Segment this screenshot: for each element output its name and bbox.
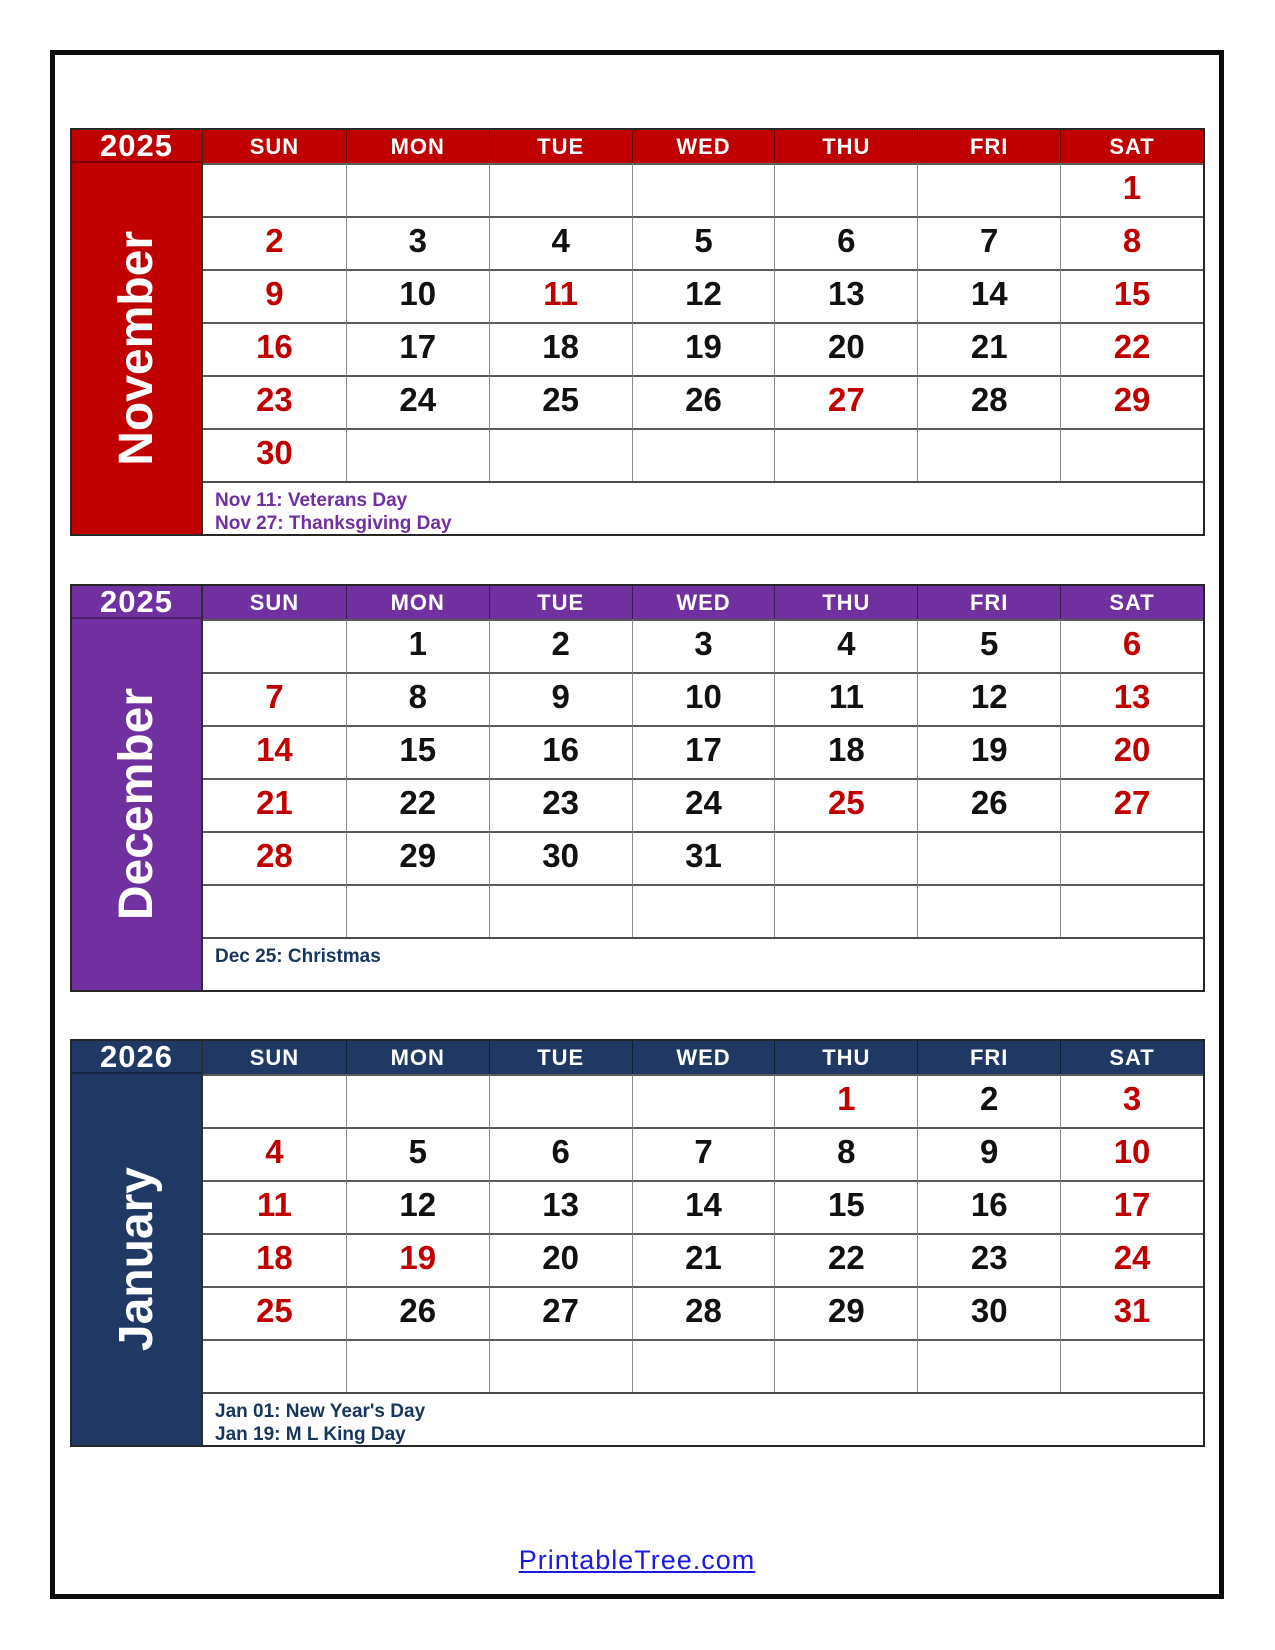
weekday-header-sun: SUN	[203, 130, 346, 163]
calendar-day-cell: 14	[917, 269, 1060, 322]
calendar-day-cell: 17	[632, 725, 775, 778]
calendar-day-cell	[774, 1339, 917, 1392]
calendar-day-cell	[917, 1339, 1060, 1392]
weekday-header-fri: FRI	[917, 586, 1060, 619]
calendar-day-cell	[203, 163, 346, 216]
calendar-day-cell	[1060, 831, 1203, 884]
calendar-day-cell	[203, 1074, 346, 1127]
calendar-day-cell: 29	[346, 831, 489, 884]
calendar-day-cell	[917, 884, 1060, 937]
month-name-label: November	[109, 231, 163, 466]
calendar-day-cell: 9	[203, 269, 346, 322]
calendar-day-cell: 4	[203, 1127, 346, 1180]
calendar-day-cell: 30	[917, 1286, 1060, 1339]
weekday-header-fri: FRI	[917, 130, 1060, 163]
calendar-day-cell: 19	[632, 322, 775, 375]
calendar-day-cell: 3	[632, 619, 775, 672]
weekday-header-tue: TUE	[489, 1041, 632, 1074]
calendar-day-cell: 21	[917, 322, 1060, 375]
weekday-header-wed: WED	[632, 1041, 775, 1074]
calendar-day-cell: 12	[632, 269, 775, 322]
calendar-day-cell: 10	[346, 269, 489, 322]
calendar-day-cell	[489, 163, 632, 216]
weekday-header-sun: SUN	[203, 586, 346, 619]
calendar-day-cell: 20	[489, 1233, 632, 1286]
month-sidebar	[72, 1074, 203, 1445]
calendar-day-cell: 18	[489, 322, 632, 375]
holiday-notes	[203, 1392, 1203, 1445]
calendar-day-cell: 4	[774, 619, 917, 672]
calendar-day-cell	[917, 831, 1060, 884]
calendar-day-cell: 26	[346, 1286, 489, 1339]
calendar-day-cell	[632, 1339, 775, 1392]
month-calendar-january	[70, 1039, 1205, 1447]
weekday-header-sat: SAT	[1060, 586, 1203, 619]
holiday-note: Dec 25: Christmas	[215, 946, 381, 967]
calendar-day-cell: 28	[203, 831, 346, 884]
calendar-day-cell: 20	[1060, 725, 1203, 778]
calendar-day-cell	[632, 428, 775, 481]
calendar-day-cell: 30	[489, 831, 632, 884]
calendar-day-cell: 12	[917, 672, 1060, 725]
weekday-header-mon: MON	[346, 586, 489, 619]
calendar-day-cell: 31	[632, 831, 775, 884]
weekday-header-tue: TUE	[489, 130, 632, 163]
calendar-day-cell: 6	[1060, 619, 1203, 672]
calendar-day-cell: 9	[489, 672, 632, 725]
calendar-day-cell	[489, 428, 632, 481]
weekday-header-fri: FRI	[917, 1041, 1060, 1074]
weekday-header-thu: THU	[774, 130, 917, 163]
calendar-day-cell: 13	[489, 1180, 632, 1233]
weekday-header-wed: WED	[632, 130, 775, 163]
calendar-day-cell	[489, 1339, 632, 1392]
calendar-day-cell: 21	[203, 778, 346, 831]
weekday-header-wed: WED	[632, 586, 775, 619]
calendar-day-cell: 5	[346, 1127, 489, 1180]
calendar-day-cell: 8	[346, 672, 489, 725]
calendar-day-cell	[1060, 1339, 1203, 1392]
calendar-day-cell: 20	[774, 322, 917, 375]
calendar-day-cell: 11	[203, 1180, 346, 1233]
calendar-day-cell: 7	[203, 672, 346, 725]
weekday-header-mon: MON	[346, 130, 489, 163]
calendar-day-cell: 25	[489, 375, 632, 428]
calendar-day-cell: 8	[1060, 216, 1203, 269]
calendar-day-cell	[774, 428, 917, 481]
calendar-day-cell: 7	[632, 1127, 775, 1180]
calendar-day-cell: 9	[917, 1127, 1060, 1180]
calendar-day-cell	[346, 428, 489, 481]
calendar-day-cell: 30	[203, 428, 346, 481]
calendar-day-cell: 4	[489, 216, 632, 269]
page-frame	[50, 50, 1224, 1599]
calendar-day-cell: 26	[632, 375, 775, 428]
holiday-notes	[203, 481, 1203, 534]
calendar-day-cell: 25	[203, 1286, 346, 1339]
calendar-day-cell: 10	[1060, 1127, 1203, 1180]
calendar-day-cell: 24	[346, 375, 489, 428]
year-label: 2025	[72, 586, 203, 619]
dates-grid	[203, 619, 1203, 937]
calendar-day-cell: 13	[774, 269, 917, 322]
calendar-day-cell	[346, 1339, 489, 1392]
calendar-day-cell	[774, 163, 917, 216]
calendar-day-cell: 28	[917, 375, 1060, 428]
year-label: 2026	[72, 1041, 203, 1074]
calendar-day-cell: 6	[489, 1127, 632, 1180]
calendar-day-cell: 10	[632, 672, 775, 725]
calendar-day-cell	[632, 163, 775, 216]
month-sidebar	[72, 619, 203, 990]
calendar-day-cell: 16	[203, 322, 346, 375]
footer-link[interactable]: PrintableTree.com	[518, 1545, 756, 1575]
calendar-day-cell: 16	[489, 725, 632, 778]
calendar-day-cell: 28	[632, 1286, 775, 1339]
calendar-day-cell: 1	[1060, 163, 1203, 216]
calendar-day-cell: 29	[1060, 375, 1203, 428]
calendar-day-cell	[203, 884, 346, 937]
month-calendar-december	[70, 584, 1205, 992]
calendar-day-cell	[489, 1074, 632, 1127]
calendar-day-cell: 23	[917, 1233, 1060, 1286]
holiday-notes	[203, 937, 1203, 990]
calendar-day-cell: 13	[1060, 672, 1203, 725]
calendar-day-cell: 31	[1060, 1286, 1203, 1339]
weekday-header-sat: SAT	[1060, 1041, 1203, 1074]
calendar-day-cell: 16	[917, 1180, 1060, 1233]
month-sidebar	[72, 163, 203, 534]
month-calendar-november	[70, 128, 1205, 536]
holiday-note: Jan 19: M L King Day	[215, 1424, 406, 1445]
calendar-day-cell: 23	[203, 375, 346, 428]
calendar-day-cell: 6	[774, 216, 917, 269]
dates-grid	[203, 1074, 1203, 1392]
calendar-day-cell	[917, 428, 1060, 481]
calendar-day-cell: 15	[1060, 269, 1203, 322]
calendar-day-cell: 2	[489, 619, 632, 672]
calendar-day-cell	[632, 1074, 775, 1127]
weekday-header-sun: SUN	[203, 1041, 346, 1074]
calendar-day-cell: 2	[917, 1074, 1060, 1127]
calendar-day-cell: 1	[774, 1074, 917, 1127]
calendar-day-cell: 5	[632, 216, 775, 269]
calendar-day-cell: 15	[346, 725, 489, 778]
calendar-day-cell: 5	[917, 619, 1060, 672]
calendar-day-cell: 27	[1060, 778, 1203, 831]
month-name-label: December	[109, 688, 163, 921]
calendar-day-cell	[1060, 884, 1203, 937]
calendar-day-cell: 23	[489, 778, 632, 831]
calendar-day-cell	[774, 831, 917, 884]
calendar-day-cell: 27	[774, 375, 917, 428]
calendar-day-cell: 14	[203, 725, 346, 778]
calendar-day-cell	[917, 163, 1060, 216]
calendar-day-cell: 19	[917, 725, 1060, 778]
calendar-day-cell: 24	[632, 778, 775, 831]
weekday-header-mon: MON	[346, 1041, 489, 1074]
month-name-label: January	[109, 1167, 163, 1352]
calendar-day-cell: 24	[1060, 1233, 1203, 1286]
calendar-day-cell: 7	[917, 216, 1060, 269]
holiday-note: Nov 27: Thanksgiving Day	[215, 513, 452, 534]
calendar-day-cell	[774, 884, 917, 937]
calendar-day-cell: 3	[346, 216, 489, 269]
calendar-day-cell: 17	[1060, 1180, 1203, 1233]
holiday-note: Jan 01: New Year's Day	[215, 1401, 426, 1422]
weekday-header-thu: THU	[774, 1041, 917, 1074]
calendar-day-cell: 8	[774, 1127, 917, 1180]
calendar-day-cell: 27	[489, 1286, 632, 1339]
calendar-day-cell	[346, 884, 489, 937]
dates-grid	[203, 163, 1203, 481]
calendar-day-cell: 21	[632, 1233, 775, 1286]
calendar-day-cell: 12	[346, 1180, 489, 1233]
calendar-day-cell: 1	[346, 619, 489, 672]
calendar-day-cell: 18	[774, 725, 917, 778]
calendar-day-cell: 18	[203, 1233, 346, 1286]
calendar-day-cell	[632, 884, 775, 937]
calendar-day-cell: 14	[632, 1180, 775, 1233]
weekday-header-tue: TUE	[489, 586, 632, 619]
calendar-day-cell: 11	[489, 269, 632, 322]
calendar-day-cell: 26	[917, 778, 1060, 831]
weekday-header-sat: SAT	[1060, 130, 1203, 163]
calendar-day-cell	[203, 1339, 346, 1392]
calendar-day-cell: 29	[774, 1286, 917, 1339]
calendar-day-cell	[346, 1074, 489, 1127]
footer	[55, 1545, 1219, 1576]
calendar-day-cell: 17	[346, 322, 489, 375]
calendar-day-cell: 3	[1060, 1074, 1203, 1127]
calendar-day-cell: 25	[774, 778, 917, 831]
calendar-day-cell: 22	[1060, 322, 1203, 375]
calendar-day-cell: 15	[774, 1180, 917, 1233]
calendar-day-cell	[346, 163, 489, 216]
calendar-day-cell	[1060, 428, 1203, 481]
weekday-header-thu: THU	[774, 586, 917, 619]
calendar-day-cell: 19	[346, 1233, 489, 1286]
calendar-day-cell: 22	[774, 1233, 917, 1286]
calendar-day-cell: 22	[346, 778, 489, 831]
year-label: 2025	[72, 130, 203, 163]
holiday-note: Nov 11: Veterans Day	[215, 490, 408, 511]
calendar-day-cell: 11	[774, 672, 917, 725]
calendar-day-cell	[489, 884, 632, 937]
calendar-day-cell: 2	[203, 216, 346, 269]
calendar-day-cell	[203, 619, 346, 672]
